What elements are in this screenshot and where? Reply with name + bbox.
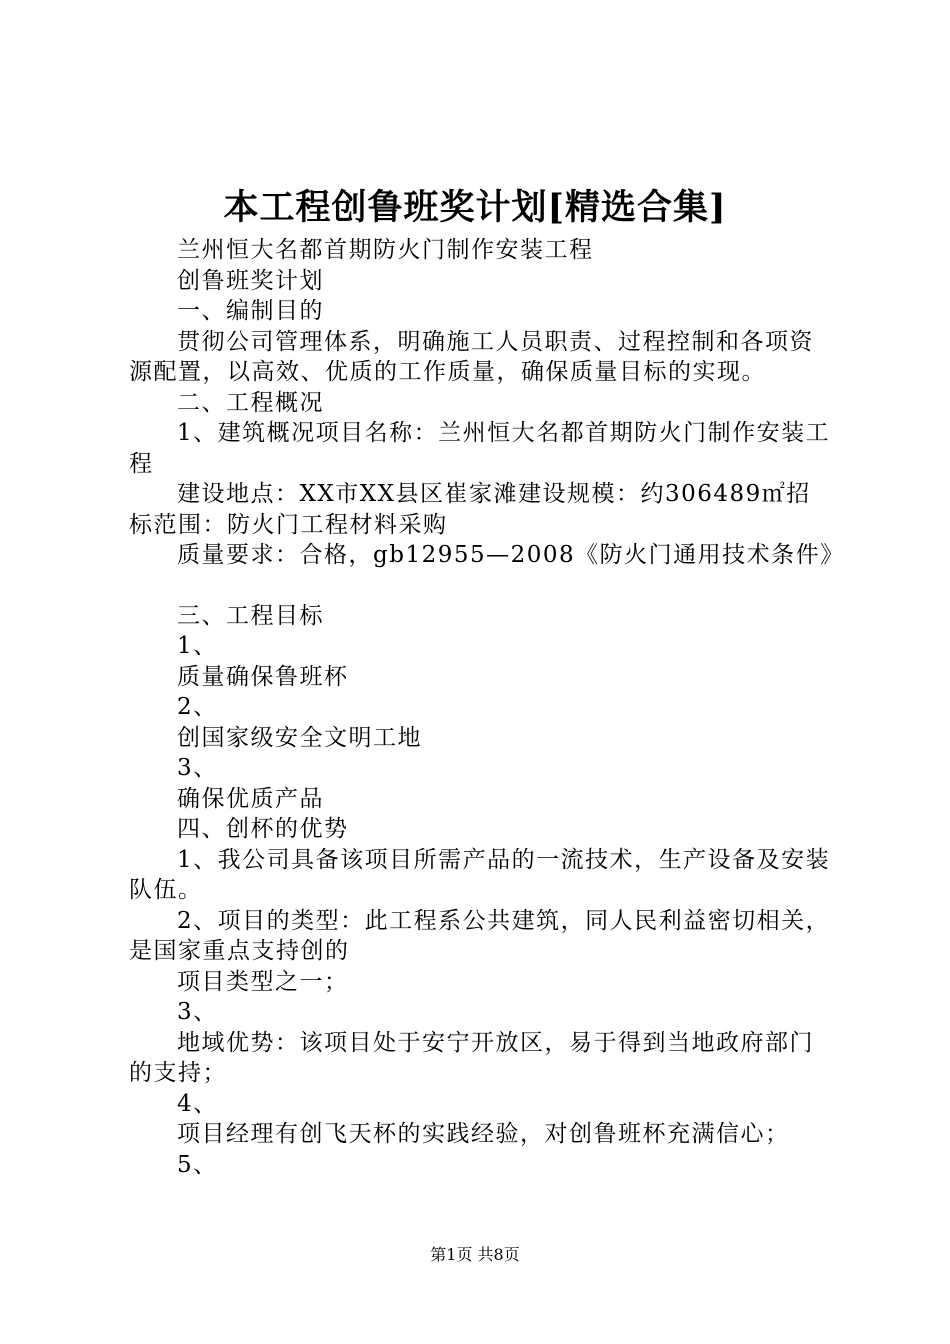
paragraph-purpose: 贯彻公司管理体系，明确施工人员职责、过程控制和各项资源配置，以高效、优质的工作质量，确保质量目标的实现。 [129, 328, 814, 385]
page-footer: 第1页 共8页 [430, 1245, 520, 1264]
document-body [129, 235, 845, 1180]
list-number: 3、 [177, 755, 218, 781]
blank-line [129, 571, 835, 601]
list-number: 1、 [177, 633, 218, 659]
list-number: 4、 [177, 1090, 218, 1117]
list-number: 5、 [177, 1151, 218, 1178]
list-number: 2、 [177, 694, 218, 720]
section-heading-2: 二、工程概况 [177, 389, 324, 416]
goal-item: 质量确保鲁班杯 [177, 663, 349, 690]
goal-item: 创国家级安全文明工地 [177, 724, 422, 751]
advantage-continuation: 项目类型之一； [177, 968, 349, 995]
section-heading-1: 一、编制目的 [177, 298, 324, 324]
paragraph-building-overview: 1、建筑概况项目名称：兰州恒大名都首期防火门制作安装工程 [129, 420, 831, 477]
advantage-item: 项目经理有创飞天杯的实践经验，对创鲁班杯充满信心； [177, 1121, 790, 1147]
advantage-item: 1、我公司具备该项目所需产品的一流技术，生产设备及安装队伍。 [129, 846, 831, 903]
document-title: 本工程创鲁班奖计划[精选合集] [223, 187, 727, 228]
section-heading-3: 三、工程目标 [177, 602, 324, 629]
paragraph-project-name: 兰州恒大名都首期防火门制作安装工程 [177, 237, 594, 263]
advantage-item: 地域优势：该项目处于安宁开放区，易于得到当地政府部门的支持； [129, 1029, 814, 1086]
section-heading-4: 四、创杯的优势 [177, 816, 349, 842]
paragraph-location-scope: 建设地点：XX市XX县区崔家滩建设规模：约306489㎡招标范围：防火门工程材料采购 [129, 481, 811, 538]
list-number: 3、 [177, 999, 218, 1025]
goal-item: 确保优质产品 [177, 785, 324, 812]
advantage-item: 2、项目的类型：此工程系公共建筑，同人民利益密切相关，是国家重点支持创的 [129, 907, 831, 964]
paragraph-plan-name: 创鲁班奖计划 [177, 267, 324, 294]
paragraph-quality-requirement: 质量要求：合格，gb12955—2008《防火门通用技术条件》 [177, 542, 845, 568]
